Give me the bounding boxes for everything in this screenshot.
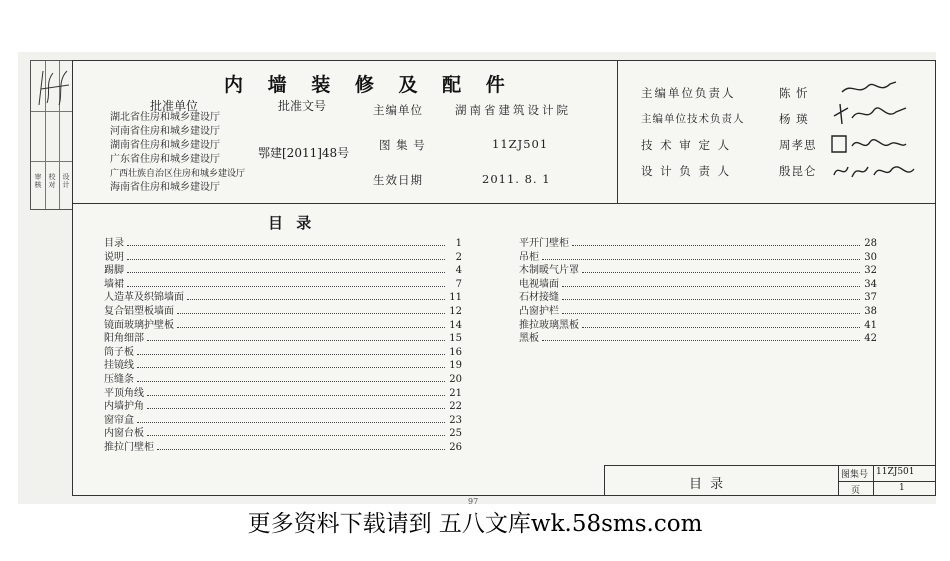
toc-entry-label: 窗帘盒 xyxy=(104,414,134,426)
sheet-title: 目 录 xyxy=(689,477,726,492)
toc-leader-dots xyxy=(137,366,445,368)
toc-entry[interactable] xyxy=(104,399,462,412)
toc-entry-page: 34 xyxy=(864,278,877,290)
toc-entry-label: 推拉门壁柜 xyxy=(104,442,154,453)
toc-leader-dots xyxy=(187,298,445,300)
approval-doc-number: 鄂建[2011]48号 xyxy=(258,146,350,160)
toc-leader-dots xyxy=(582,271,860,273)
toc-entry-label: 说明 xyxy=(104,251,124,263)
effective-date-label: 生效日期 xyxy=(373,173,423,187)
atlas-number-label: 图 集 号 xyxy=(379,138,426,152)
effective-date-value: 2011. 8. 1 xyxy=(482,172,551,186)
responsible-name: 杨 瑛 xyxy=(779,112,809,126)
header-divider-vertical xyxy=(617,60,618,204)
side-label-review: 审核 xyxy=(34,173,42,189)
approval-unit: 湖北省住房和城乡建设厅 xyxy=(110,112,220,123)
side-signature xyxy=(33,65,73,109)
toc-entry-page: 11 xyxy=(449,292,462,304)
toc-entry-page: 1 xyxy=(455,238,462,249)
toc-entry-label: 踢脚 xyxy=(104,265,124,277)
toc-leader-dots xyxy=(127,244,445,246)
atlas-title: 内 墙 装 修 及 配 件 xyxy=(224,74,514,96)
toc-leader-dots xyxy=(127,285,445,287)
toc-entry[interactable] xyxy=(104,250,462,263)
toc-entry-page: 7 xyxy=(455,278,462,290)
toc-entry-label: 人造革及织锦墙面 xyxy=(104,292,184,304)
toc-entry-page: 12 xyxy=(449,306,462,317)
toc-entry-page: 23 xyxy=(449,414,462,426)
responsible-role: 技 术 审 定 人 xyxy=(641,138,732,152)
toc-entry-page: 37 xyxy=(864,292,877,304)
toc-entry-page: 41 xyxy=(864,319,877,331)
toc-entry-label: 复合铝塑板墙面 xyxy=(104,306,174,317)
toc-entry-label: 吊柜 xyxy=(519,251,539,263)
atlas-number-value: 11ZJ501 xyxy=(492,137,549,151)
signature-yang xyxy=(830,100,910,126)
toc-entry-page: 38 xyxy=(864,306,877,317)
toc-entry-page: 20 xyxy=(449,374,462,385)
toc-leader-dots xyxy=(542,339,860,341)
approval-unit: 湖南省住房和城乡建设厅 xyxy=(110,140,220,151)
toc-entry[interactable] xyxy=(104,318,462,331)
toc-entry[interactable] xyxy=(519,263,877,276)
toc-leader-dots xyxy=(542,258,860,260)
toc-entry-label: 平开门壁柜 xyxy=(519,238,569,249)
toc-entry-page: 19 xyxy=(449,360,462,372)
toc-entry[interactable] xyxy=(519,318,877,331)
toc-entry-label: 墙裙 xyxy=(104,278,124,290)
toc-leader-dots xyxy=(147,394,445,396)
toc-entry-page: 2 xyxy=(455,251,462,263)
toc-entry[interactable] xyxy=(519,236,877,249)
toc-entry-page: 28 xyxy=(864,238,877,249)
toc-entry[interactable] xyxy=(519,277,877,290)
toc-entry[interactable] xyxy=(104,426,462,439)
approval-doc-label: 批准文号 xyxy=(278,99,327,113)
toc-right-column xyxy=(519,236,877,346)
page-value: 1 xyxy=(899,483,905,493)
toc-entry-label: 内墙护角 xyxy=(104,401,144,413)
toc-entry-page: 25 xyxy=(449,428,462,440)
toc-entry-page: 4 xyxy=(455,265,462,277)
toc-entry-page: 14 xyxy=(449,319,462,331)
responsible-role: 设 计 负 责 人 xyxy=(641,164,732,178)
toc-left-column xyxy=(104,236,462,456)
approval-side-strip xyxy=(30,60,74,210)
toc-entry-page: 42 xyxy=(864,333,877,345)
toc-leader-dots xyxy=(147,434,445,436)
editor-unit-value: 湖南省建筑设计院 xyxy=(455,103,571,117)
toc-entry-page: 26 xyxy=(449,442,462,453)
toc-entry[interactable] xyxy=(104,358,462,371)
responsible-role: 主编单位技术负责人 xyxy=(641,113,745,125)
toc-entry[interactable] xyxy=(104,236,462,249)
toc-leader-dots xyxy=(562,298,860,300)
side-label-design: 设计 xyxy=(62,173,70,189)
toc-entry-page: 32 xyxy=(864,265,877,277)
toc-entry-page: 15 xyxy=(449,333,462,345)
atlas-no-value: 11ZJ501 xyxy=(876,467,915,477)
toc-entry-label: 木制暖气片罩 xyxy=(519,265,579,277)
title-block xyxy=(604,465,936,496)
toc-entry-page: 22 xyxy=(449,401,462,413)
signature-yin xyxy=(830,157,920,183)
approval-unit-label: 批准单位 xyxy=(150,99,199,113)
toc-entry-label: 筒子板 xyxy=(104,346,134,358)
toc-entry-label: 黑板 xyxy=(519,333,539,345)
toc-entry-label: 石材接缝 xyxy=(519,292,559,304)
toc-entry[interactable] xyxy=(519,290,877,303)
responsible-role: 主编单位负责人 xyxy=(641,86,736,100)
toc-entry-label: 凸窗护栏 xyxy=(519,306,559,317)
responsible-name: 周孝思 xyxy=(779,138,817,152)
toc-entry-label: 压缝条 xyxy=(104,374,134,385)
toc-leader-dots xyxy=(127,258,445,260)
toc-entry[interactable] xyxy=(104,386,462,399)
toc-entry[interactable] xyxy=(519,331,877,344)
toc-leader-dots xyxy=(147,339,445,341)
toc-entry[interactable] xyxy=(104,440,462,453)
toc-leader-dots xyxy=(127,271,445,273)
toc-entry-label: 电视墙面 xyxy=(519,278,559,290)
page-number: 97 xyxy=(468,497,479,506)
footer-download-text: 更多资料下载请到 五八文库wk.58sms.com xyxy=(247,511,703,537)
toc-entry-page: 16 xyxy=(449,346,462,358)
toc-entry-label: 镜面玻璃护壁板 xyxy=(104,319,174,331)
responsible-name: 殷昆仑 xyxy=(779,164,817,178)
toc-entry[interactable] xyxy=(104,263,462,276)
approval-unit: 广东省住房和城乡建设厅 xyxy=(110,154,220,165)
signature-chen xyxy=(840,78,900,102)
toc-leader-dots xyxy=(177,326,445,328)
toc-leader-dots xyxy=(147,407,445,409)
toc-entry[interactable] xyxy=(104,331,462,344)
side-label-check: 校对 xyxy=(48,173,56,189)
toc-leader-dots xyxy=(137,380,445,382)
toc-entry-label: 平顶角线 xyxy=(104,387,144,399)
page-label: 页 xyxy=(851,486,861,496)
header-divider xyxy=(72,203,936,204)
toc-leader-dots xyxy=(562,285,860,287)
toc-entry-page: 21 xyxy=(449,387,462,399)
toc-entry-page: 30 xyxy=(864,251,877,263)
toc-leader-dots xyxy=(177,312,445,314)
toc-entry-label: 目录 xyxy=(104,238,124,249)
toc-leader-dots xyxy=(572,244,860,246)
toc-leader-dots xyxy=(562,312,860,314)
toc-entry-label: 阳角细部 xyxy=(104,333,144,345)
signature-zhou xyxy=(828,132,908,156)
atlas-no-label: 图集号 xyxy=(841,470,869,480)
toc-leader-dots xyxy=(582,326,860,328)
toc-entry[interactable] xyxy=(104,345,462,358)
approval-unit: 河南省住房和城乡建设厅 xyxy=(110,126,220,137)
approval-unit: 海南省住房和城乡建设厅 xyxy=(110,182,220,193)
approval-unit: 广西壮族自治区住房和城乡建设厅 xyxy=(110,169,246,179)
toc-entry[interactable] xyxy=(104,372,462,385)
toc-entry-label: 内窗台板 xyxy=(104,428,144,440)
toc-leader-dots xyxy=(137,421,445,423)
approval-unit-list xyxy=(110,111,245,195)
toc-entry[interactable] xyxy=(104,413,462,426)
editor-unit-label: 主编单位 xyxy=(373,103,423,117)
toc-entry-label: 推拉玻璃黑板 xyxy=(519,319,579,331)
toc-leader-dots xyxy=(137,353,445,355)
toc-heading: 目 录 xyxy=(268,214,316,232)
toc-entry-label: 挂镜线 xyxy=(104,360,134,372)
toc-leader-dots xyxy=(157,448,445,450)
responsible-name: 陈 忻 xyxy=(779,86,809,100)
